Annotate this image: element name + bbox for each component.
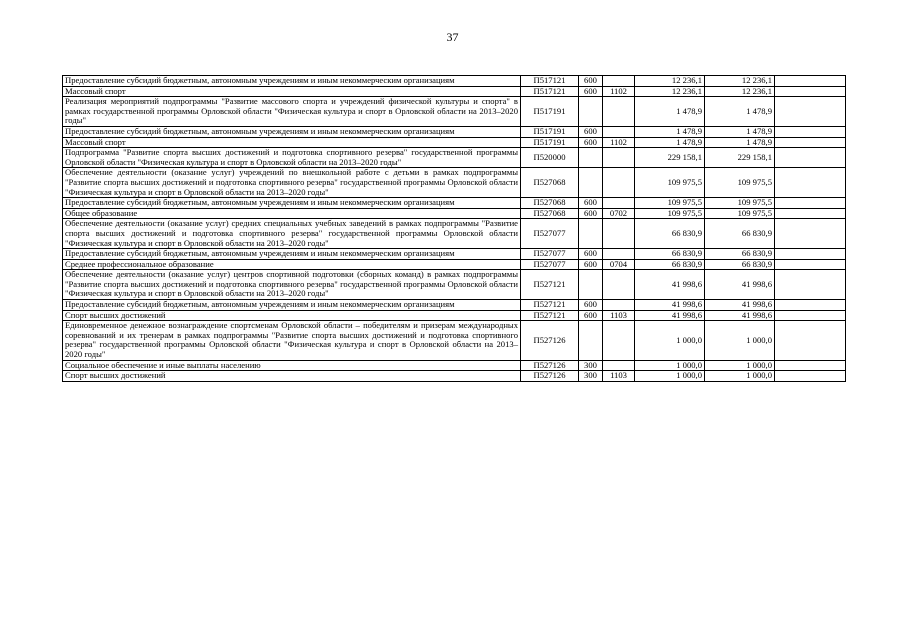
row-code-cell: П517191 bbox=[521, 97, 579, 127]
row-amount-1-cell: 41 998,6 bbox=[635, 270, 705, 300]
row-name-cell: Единовременное денежное вознаграждение спортсменам Орловской области – победителям и призерам международных соревнований и их тренерам в рамках подпрограммы "Развитие спорта высших достижений и подготовка спортивного резерва" государственной программы Орловской области "Физическая культура и спорт в Орловской области на 2013–2020 годы" bbox=[63, 321, 521, 360]
table-row bbox=[63, 321, 846, 360]
row-section-cell: 1102 bbox=[603, 137, 635, 148]
row-name-cell: Среднее профессиональное образование bbox=[63, 259, 521, 270]
row-amount-1-cell: 109 975,5 bbox=[635, 168, 705, 198]
row-name-cell: Предоставление субсидий бюджетным, автономным учреждениям и иным некоммерческим организациям bbox=[63, 76, 521, 87]
page-number: 37 bbox=[446, 30, 459, 44]
row-expense-type-cell: 600 bbox=[579, 198, 603, 209]
row-code-cell: П527126 bbox=[521, 321, 579, 360]
row-amount-1-cell: 1 478,9 bbox=[635, 137, 705, 148]
table-row bbox=[63, 76, 846, 87]
row-code-cell: П527068 bbox=[521, 168, 579, 198]
row-empty-cell bbox=[775, 126, 846, 137]
row-section-cell bbox=[603, 198, 635, 209]
row-amount-2-cell: 109 975,5 bbox=[705, 198, 775, 209]
row-expense-type-cell bbox=[579, 270, 603, 300]
row-amount-1-cell: 1 478,9 bbox=[635, 97, 705, 127]
row-empty-cell bbox=[775, 371, 846, 382]
row-code-cell: П527121 bbox=[521, 300, 579, 311]
row-amount-1-cell: 109 975,5 bbox=[635, 198, 705, 209]
row-amount-2-cell: 109 975,5 bbox=[705, 168, 775, 198]
row-expense-type-cell: 600 bbox=[579, 86, 603, 97]
row-section-cell bbox=[603, 321, 635, 360]
row-empty-cell bbox=[775, 219, 846, 249]
row-code-cell: П527077 bbox=[521, 259, 579, 270]
row-amount-2-cell: 41 998,6 bbox=[705, 300, 775, 311]
table-row bbox=[63, 137, 846, 148]
row-empty-cell bbox=[775, 168, 846, 198]
row-section-cell bbox=[603, 76, 635, 87]
row-amount-2-cell: 229 158,1 bbox=[705, 148, 775, 168]
row-name-cell: Обеспечение деятельности (оказание услуг) средних специальных учебных заведений в рамках подпрограммы "Развитие спорта высших достижений и подготовка спортивного резерва" государственной программы Орловской области "Физическая культура и спорт в Орловской области на 2013–2020 годы" bbox=[63, 219, 521, 249]
row-empty-cell bbox=[775, 249, 846, 260]
row-amount-2-cell: 1 000,0 bbox=[705, 321, 775, 360]
row-empty-cell bbox=[775, 86, 846, 97]
table-row bbox=[63, 168, 846, 198]
row-name-cell: Массовый спорт bbox=[63, 137, 521, 148]
row-name-cell: Предоставление субсидий бюджетным, автономным учреждениям и иным некоммерческим организациям bbox=[63, 300, 521, 311]
row-code-cell: П527121 bbox=[521, 270, 579, 300]
table-row bbox=[63, 198, 846, 209]
row-empty-cell bbox=[775, 148, 846, 168]
row-expense-type-cell: 600 bbox=[579, 126, 603, 137]
row-amount-1-cell: 66 830,9 bbox=[635, 259, 705, 270]
row-name-cell: Обеспечение деятельности (оказание услуг) центров спортивной подготовки (сборных команд) в рамках подпрограммы "Развитие спорта высших достижений и подготовка спортивного резерва" государственной программы Орловской области "Физическая культура и спорт в Орловской области на 2013–2020 годы" bbox=[63, 270, 521, 300]
row-amount-1-cell: 1 478,9 bbox=[635, 126, 705, 137]
row-name-cell: Общее образование bbox=[63, 208, 521, 219]
row-name-cell: Предоставление субсидий бюджетным, автономным учреждениям и иным некоммерческим организациям bbox=[63, 249, 521, 260]
row-code-cell: П527126 bbox=[521, 360, 579, 371]
row-section-cell bbox=[603, 360, 635, 371]
row-empty-cell bbox=[775, 310, 846, 321]
table-row bbox=[63, 310, 846, 321]
row-name-cell: Спорт высших достижений bbox=[63, 310, 521, 321]
row-expense-type-cell bbox=[579, 148, 603, 168]
row-section-cell bbox=[603, 168, 635, 198]
row-amount-2-cell: 41 998,6 bbox=[705, 270, 775, 300]
row-expense-type-cell: 600 bbox=[579, 249, 603, 260]
row-empty-cell bbox=[775, 208, 846, 219]
row-expense-type-cell bbox=[579, 321, 603, 360]
table-row bbox=[63, 97, 846, 127]
row-empty-cell bbox=[775, 300, 846, 311]
row-amount-2-cell: 66 830,9 bbox=[705, 259, 775, 270]
row-amount-2-cell: 1 478,9 bbox=[705, 97, 775, 127]
row-expense-type-cell: 600 bbox=[579, 310, 603, 321]
table-row bbox=[63, 259, 846, 270]
row-amount-2-cell: 1 478,9 bbox=[705, 126, 775, 137]
row-expense-type-cell: 600 bbox=[579, 208, 603, 219]
row-name-cell: Массовый спорт bbox=[63, 86, 521, 97]
row-code-cell: П517121 bbox=[521, 76, 579, 87]
row-empty-cell bbox=[775, 76, 846, 87]
table-row bbox=[63, 371, 846, 382]
row-code-cell: П527077 bbox=[521, 219, 579, 249]
row-section-cell bbox=[603, 148, 635, 168]
row-amount-2-cell: 66 830,9 bbox=[705, 249, 775, 260]
row-expense-type-cell: 600 bbox=[579, 137, 603, 148]
row-code-cell: П520000 bbox=[521, 148, 579, 168]
row-code-cell: П527068 bbox=[521, 208, 579, 219]
row-empty-cell bbox=[775, 270, 846, 300]
row-amount-1-cell: 41 998,6 bbox=[635, 310, 705, 321]
row-empty-cell bbox=[775, 360, 846, 371]
row-empty-cell bbox=[775, 97, 846, 127]
table-row bbox=[63, 360, 846, 371]
row-expense-type-cell bbox=[579, 97, 603, 127]
row-amount-1-cell: 1 000,0 bbox=[635, 371, 705, 382]
row-expense-type-cell bbox=[579, 168, 603, 198]
row-expense-type-cell: 600 bbox=[579, 259, 603, 270]
row-empty-cell bbox=[775, 198, 846, 209]
table-row bbox=[63, 270, 846, 300]
row-code-cell: П517191 bbox=[521, 137, 579, 148]
row-section-cell: 1103 bbox=[603, 371, 635, 382]
row-code-cell: П517121 bbox=[521, 86, 579, 97]
row-amount-1-cell: 41 998,6 bbox=[635, 300, 705, 311]
table-row bbox=[63, 249, 846, 260]
row-code-cell: П527077 bbox=[521, 249, 579, 260]
row-name-cell: Предоставление субсидий бюджетным, автономным учреждениям и иным некоммерческим организациям bbox=[63, 198, 521, 209]
row-section-cell: 1102 bbox=[603, 86, 635, 97]
row-section-cell: 1103 bbox=[603, 310, 635, 321]
row-section-cell: 0702 bbox=[603, 208, 635, 219]
row-code-cell: П527068 bbox=[521, 198, 579, 209]
row-empty-cell bbox=[775, 321, 846, 360]
row-amount-1-cell: 1 000,0 bbox=[635, 321, 705, 360]
row-section-cell bbox=[603, 97, 635, 127]
row-amount-1-cell: 66 830,9 bbox=[635, 219, 705, 249]
row-amount-2-cell: 1 000,0 bbox=[705, 371, 775, 382]
row-empty-cell bbox=[775, 259, 846, 270]
row-amount-2-cell: 12 236,1 bbox=[705, 76, 775, 87]
row-amount-1-cell: 66 830,9 bbox=[635, 249, 705, 260]
row-name-cell: Обеспечение деятельности (оказание услуг) учреждений по внешкольной работе с детьми в рамках подпрограммы "Развитие спорта высших достижений и подготовка спортивного резерва" государственной программы Орловской области "Физическая культура и спорт в Орловской области на 2013–2020 годы" bbox=[63, 168, 521, 198]
table-row bbox=[63, 126, 846, 137]
row-amount-1-cell: 109 975,5 bbox=[635, 208, 705, 219]
row-name-cell: Предоставление субсидий бюджетным, автономным учреждениям и иным некоммерческим организациям bbox=[63, 126, 521, 137]
row-name-cell: Социальное обеспечение и иные выплаты населению bbox=[63, 360, 521, 371]
row-expense-type-cell bbox=[579, 219, 603, 249]
row-expense-type-cell: 300 bbox=[579, 371, 603, 382]
budget-table bbox=[62, 75, 846, 382]
budget-table-body bbox=[63, 76, 846, 382]
row-expense-type-cell: 300 bbox=[579, 360, 603, 371]
table-row bbox=[63, 208, 846, 219]
table-row bbox=[63, 86, 846, 97]
row-code-cell: П527126 bbox=[521, 371, 579, 382]
row-section-cell: 0704 bbox=[603, 259, 635, 270]
row-name-cell: Спорт высших достижений bbox=[63, 371, 521, 382]
row-amount-1-cell: 1 000,0 bbox=[635, 360, 705, 371]
row-code-cell: П517191 bbox=[521, 126, 579, 137]
row-code-cell: П527121 bbox=[521, 310, 579, 321]
row-amount-2-cell: 66 830,9 bbox=[705, 219, 775, 249]
row-expense-type-cell: 600 bbox=[579, 300, 603, 311]
table-row bbox=[63, 300, 846, 311]
row-amount-2-cell: 1 478,9 bbox=[705, 137, 775, 148]
row-empty-cell bbox=[775, 137, 846, 148]
row-amount-1-cell: 12 236,1 bbox=[635, 76, 705, 87]
row-section-cell bbox=[603, 300, 635, 311]
row-name-cell: Подпрограмма "Развитие спорта высших достижений и подготовка спортивного резерва" государственной программы Орловской области "Физическая культура и спорт в Орловской области на 2013–2020 годы" bbox=[63, 148, 521, 168]
row-amount-2-cell: 109 975,5 bbox=[705, 208, 775, 219]
row-section-cell bbox=[603, 249, 635, 260]
row-section-cell bbox=[603, 219, 635, 249]
row-amount-1-cell: 229 158,1 bbox=[635, 148, 705, 168]
table-row bbox=[63, 148, 846, 168]
row-amount-2-cell: 12 236,1 bbox=[705, 86, 775, 97]
row-section-cell bbox=[603, 126, 635, 137]
row-name-cell: Реализация мероприятий подпрограммы "Развитие массового спорта и учреждений физической культуры и спорта" в рамках государственной программы Орловской области "Физическая культура и спорт в Орловской области на 2013–2020 годы" bbox=[63, 97, 521, 127]
row-expense-type-cell: 600 bbox=[579, 76, 603, 87]
row-amount-2-cell: 41 998,6 bbox=[705, 310, 775, 321]
row-amount-2-cell: 1 000,0 bbox=[705, 360, 775, 371]
table-row bbox=[63, 219, 846, 249]
row-section-cell bbox=[603, 270, 635, 300]
row-amount-1-cell: 12 236,1 bbox=[635, 86, 705, 97]
